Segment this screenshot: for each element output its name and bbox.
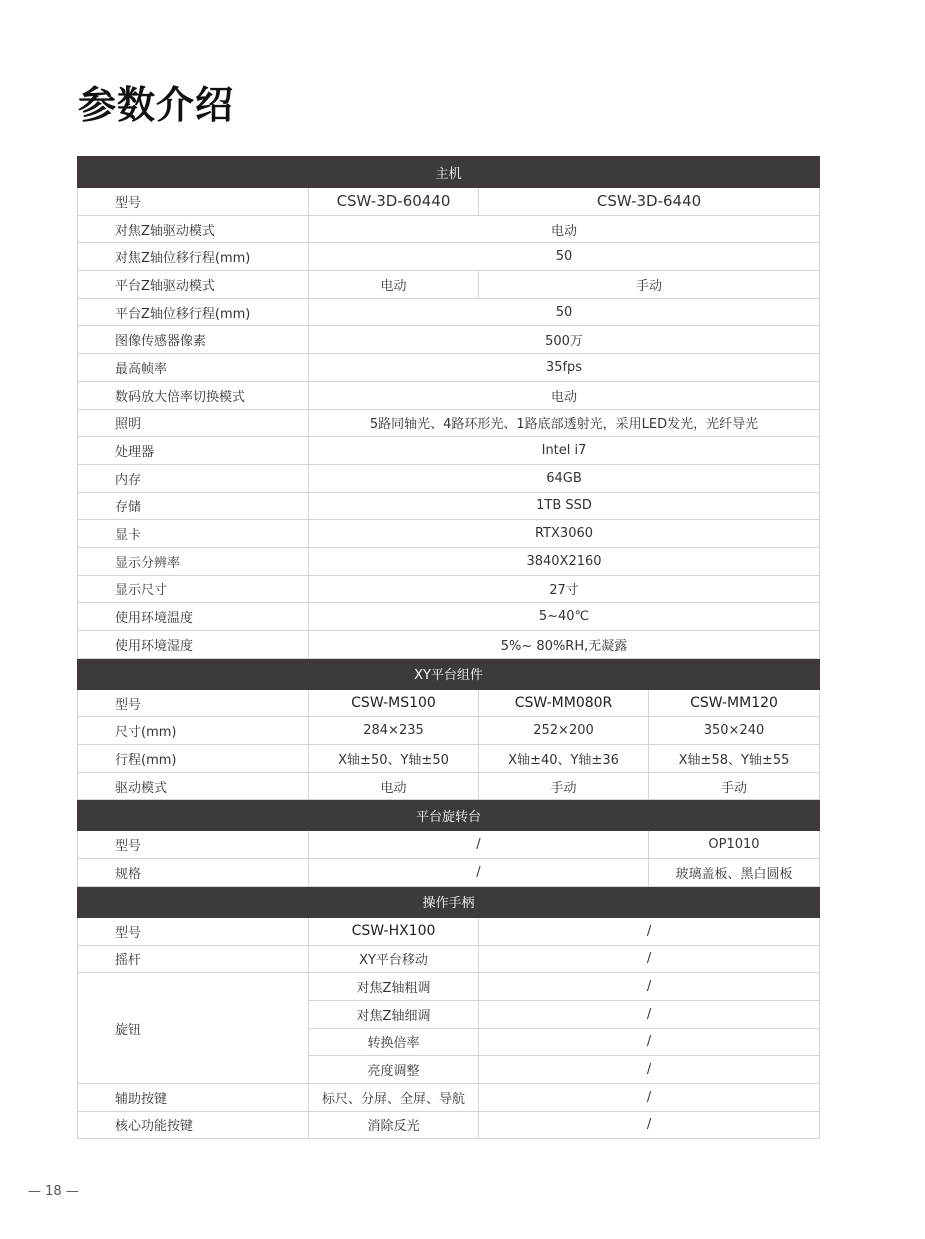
row-label: 平台Z轴位移行程(mm) <box>78 298 309 326</box>
cell-value: 电动 <box>309 772 479 800</box>
cell-value: 5~40℃ <box>309 603 820 631</box>
cell-value: 50 <box>309 298 820 326</box>
row-label: 显卡 <box>78 520 309 548</box>
row-label: 摇杆 <box>78 945 309 973</box>
cell-value: / <box>479 945 820 973</box>
cell-value: XY平台移动 <box>309 945 479 973</box>
table-row <box>78 603 820 631</box>
cell-value: X轴±50、Y轴±50 <box>309 745 479 773</box>
cell-value: 64GB <box>309 464 820 492</box>
cell-value: 标尺、分屏、全屏、导航 <box>309 1083 479 1111</box>
section-rotary-header <box>78 800 820 831</box>
table-row <box>78 717 820 745</box>
cell-value: 5路同轴光、4路环形光、1路底部透射光，采用LED发光，光纤导光 <box>309 409 820 437</box>
row-label: 旋钮 <box>78 973 309 1084</box>
row-label: 型号 <box>78 188 309 216</box>
row-label: 核心功能按键 <box>78 1111 309 1139</box>
cell-value: Intel i7 <box>309 437 820 465</box>
row-label: 对焦Z轴驱动模式 <box>78 215 309 243</box>
table-row <box>78 859 820 887</box>
section-title: 操作手柄 <box>78 886 820 917</box>
cell-value: 500万 <box>309 326 820 354</box>
cell-value: 350×240 <box>649 717 820 745</box>
cell-value: / <box>479 1056 820 1084</box>
table-row <box>78 689 820 717</box>
cell-value: CSW-MM080R <box>479 689 649 717</box>
cell-value: 252×200 <box>479 717 649 745</box>
row-label: 规格 <box>78 859 309 887</box>
cell-value: 27寸 <box>309 575 820 603</box>
table-row <box>78 1111 820 1139</box>
cell-value: / <box>479 1000 820 1028</box>
table-row <box>78 492 820 520</box>
row-label: 最高帧率 <box>78 354 309 382</box>
cell-value: / <box>309 859 649 887</box>
row-label: 显示尺寸 <box>78 575 309 603</box>
page-title: 参数介绍 <box>78 83 235 127</box>
row-label: 处理器 <box>78 437 309 465</box>
table-row <box>78 188 820 216</box>
cell-value: 转换倍率 <box>309 1028 479 1056</box>
cell-value: / <box>479 973 820 1001</box>
cell-value: X轴±58、Y轴±55 <box>649 745 820 773</box>
table-row <box>78 831 820 859</box>
row-label: 型号 <box>78 917 309 945</box>
cell-value: 电动 <box>309 271 479 299</box>
cell-value: 电动 <box>309 215 820 243</box>
table-row <box>78 271 820 299</box>
cell-value: 对焦Z轴细调 <box>309 1000 479 1028</box>
table-row <box>78 575 820 603</box>
cell-value: CSW-MM120 <box>649 689 820 717</box>
section-title: 平台旋转台 <box>78 800 820 831</box>
cell-value: 284×235 <box>309 717 479 745</box>
cell-value: 5%~ 80%RH,无凝露 <box>309 631 820 659</box>
section-title: XY平台组件 <box>78 658 820 689</box>
cell-value: 35fps <box>309 354 820 382</box>
table-row <box>78 298 820 326</box>
table-row <box>78 243 820 271</box>
table-row <box>78 945 820 973</box>
cell-value: / <box>309 831 649 859</box>
cell-value: 玻璃盖板、黑白圆板 <box>649 859 820 887</box>
cell-value: CSW-HX100 <box>309 917 479 945</box>
table-row <box>78 409 820 437</box>
row-label: 行程(mm) <box>78 745 309 773</box>
cell-value: / <box>479 917 820 945</box>
table-row <box>78 520 820 548</box>
cell-value: 对焦Z轴粗调 <box>309 973 479 1001</box>
spec-table <box>77 156 820 1139</box>
table-row <box>78 745 820 773</box>
row-label: 使用环境温度 <box>78 603 309 631</box>
section-title: 主机 <box>78 157 820 188</box>
cell-value: 消除反光 <box>309 1111 479 1139</box>
cell-value: 手动 <box>479 772 649 800</box>
table-row <box>78 631 820 659</box>
cell-value: / <box>479 1028 820 1056</box>
row-label: 内存 <box>78 464 309 492</box>
cell-value: OP1010 <box>649 831 820 859</box>
table-row <box>78 772 820 800</box>
cell-value: / <box>479 1083 820 1111</box>
cell-value: 电动 <box>309 381 820 409</box>
cell-value: 50 <box>309 243 820 271</box>
table-row <box>78 1083 820 1111</box>
row-label: 使用环境湿度 <box>78 631 309 659</box>
cell-value: 3840X2160 <box>309 547 820 575</box>
cell-value: 亮度调整 <box>309 1056 479 1084</box>
row-label: 辅助按键 <box>78 1083 309 1111</box>
row-label: 数码放大倍率切换模式 <box>78 381 309 409</box>
cell-value: RTX3060 <box>309 520 820 548</box>
row-label: 尺寸(mm) <box>78 717 309 745</box>
row-label: 图像传感器像素 <box>78 326 309 354</box>
section-xy-header <box>78 658 820 689</box>
row-label: 型号 <box>78 689 309 717</box>
cell-value: / <box>479 1111 820 1139</box>
row-label: 驱动模式 <box>78 772 309 800</box>
cell-value: 手动 <box>649 772 820 800</box>
cell-value: 1TB SSD <box>309 492 820 520</box>
cell-value: CSW-MS100 <box>309 689 479 717</box>
table-row <box>78 917 820 945</box>
row-label: 显示分辨率 <box>78 547 309 575</box>
table-row <box>78 464 820 492</box>
section-host-header <box>78 157 820 188</box>
table-row <box>78 437 820 465</box>
row-label: 对焦Z轴位移行程(mm) <box>78 243 309 271</box>
row-label: 平台Z轴驱动模式 <box>78 271 309 299</box>
table-row <box>78 973 820 1001</box>
section-handle-header <box>78 886 820 917</box>
cell-value: X轴±40、Y轴±36 <box>479 745 649 773</box>
table-row <box>78 326 820 354</box>
cell-value: CSW-3D-6440 <box>479 188 820 216</box>
table-row <box>78 215 820 243</box>
cell-value: CSW-3D-60440 <box>309 188 479 216</box>
table-row <box>78 547 820 575</box>
row-label: 照明 <box>78 409 309 437</box>
row-label: 存储 <box>78 492 309 520</box>
row-label: 型号 <box>78 831 309 859</box>
table-row <box>78 381 820 409</box>
cell-value: 手动 <box>479 271 820 299</box>
table-row <box>78 354 820 382</box>
page-number: — 18 — <box>28 1184 79 1199</box>
